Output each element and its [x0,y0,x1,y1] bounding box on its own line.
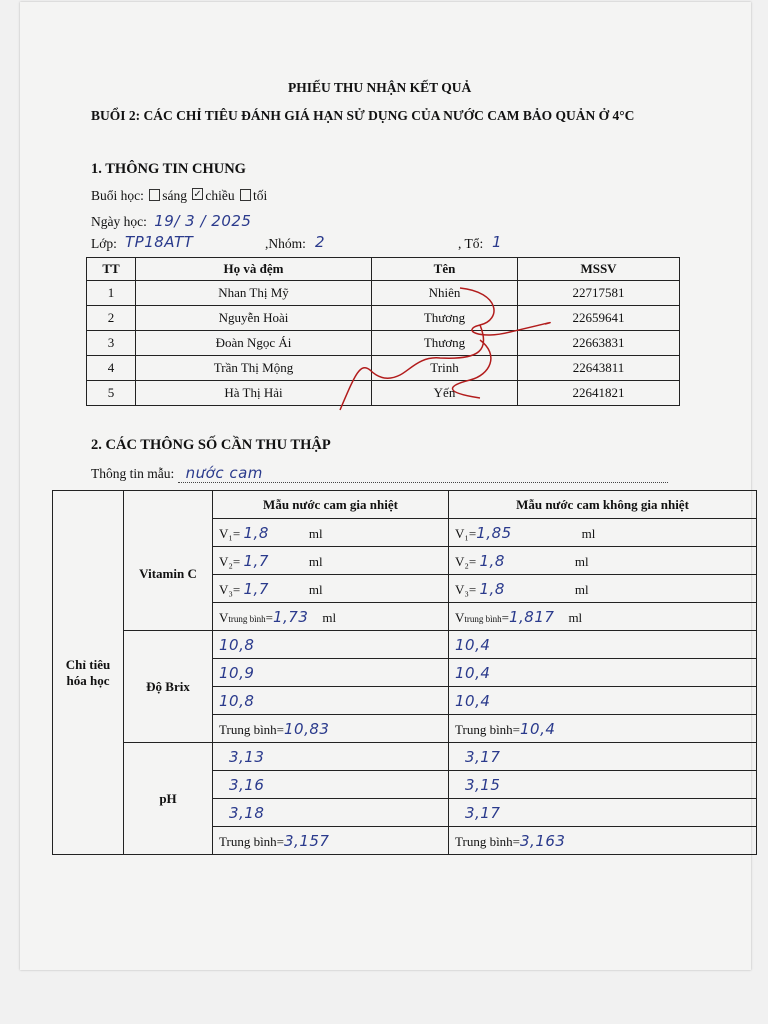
brix-heated-1 [213,631,449,659]
avg-label: Trung bình= [455,833,521,849]
ph-unheated-2 [449,771,757,799]
unit: ml [581,525,596,541]
value: 3,16 [229,775,265,794]
cell-ho-dem: Hà Thị Hải [136,381,372,406]
cell-ten: Thương [372,306,518,331]
unit: ml [308,581,323,597]
header-heated: Mẫu nước cam gia nhiệt [213,491,449,519]
cell-mssv: 22641821 [518,381,680,406]
unit: ml [308,525,323,541]
session-checkbox-morning [149,189,160,201]
value: 3,157 [284,831,330,850]
value: 3,17 [465,803,501,822]
session-line [91,188,267,204]
brix-heated-2 [213,659,449,687]
value: 1,817 [508,607,555,626]
ph-unheated-avg [449,827,757,855]
vavg-label: V [219,609,229,625]
session-option-morning: sáng [162,188,187,203]
table-row [53,631,757,659]
brix-unheated-3 [449,687,757,715]
unit: ml [574,581,589,597]
cell-ho-dem: Trần Thị Mộng [136,356,372,381]
value: 10,4 [455,663,491,682]
session-label: Buổi học: [91,188,144,203]
sample-line [91,464,668,483]
brix-unheated-2 [449,659,757,687]
cell-tt: 4 [87,356,136,381]
ph-heated-1 [213,743,449,771]
cell-tt: 3 [87,331,136,356]
avg-label: Trung bình= [219,833,285,849]
team-value: 1 [492,233,503,251]
value: 3,15 [465,775,501,794]
team-label: , Tổ: [458,236,484,251]
v3-label: V₃= [455,581,477,597]
value: 1,7 [243,551,269,570]
date-value: 19/ 3 / 2025 [154,212,252,230]
cell-tt: 5 [87,381,136,406]
value: 1,8 [479,579,505,598]
vitamin-unheated-v2 [449,547,757,575]
vavg-sub: trung bình [464,613,502,624]
sample-field [178,464,668,483]
group-label-cell: Chỉ tiêu hóa học [53,491,124,855]
value: 10,8 [219,691,255,710]
group-value: 2 [315,233,326,251]
vavg-label: V [455,609,465,625]
empty-header-cell [124,491,213,519]
session-checkbox-evening [240,189,251,201]
value: 1,7 [243,579,269,598]
ph-label: pH [124,743,213,855]
table-row [53,743,757,771]
v2-label: V₂= [219,553,241,569]
vavg-sub: trung bình [228,613,266,624]
ph-heated-avg [213,827,449,855]
date-line [91,212,251,230]
cell-ho-dem: Nguyễn Hoài [136,306,372,331]
cell-ten: Trinh [372,356,518,381]
vitamin-heated-v1 [213,519,449,547]
cell-ho-dem: Nhan Thị Mỹ [136,281,372,306]
ph-heated-3 [213,799,449,827]
value: 3,13 [229,747,265,766]
session-checkbox-afternoon [192,188,203,200]
cell-ho-dem: Đoàn Ngọc Ái [136,331,372,356]
value: 10,4 [455,691,491,710]
value: 1,85 [476,523,512,542]
ph-unheated-3 [449,799,757,827]
vitamin-unheated-v3 [449,575,757,603]
ph-unheated-1 [449,743,757,771]
brix-label: Độ Brix [124,631,213,743]
header-ten: Tên [372,258,518,281]
header-mssv: MSSV [518,258,680,281]
header-unheated: Mẫu nước cam không gia nhiệt [449,491,757,519]
cell-ten: Nhiên [372,281,518,306]
value: 3,163 [520,831,566,850]
cell-ten: Yến [372,381,518,406]
vitamin-c-label: Vitamin C [124,519,213,631]
vitamin-unheated-v1 [449,519,757,547]
v2-label: V₂= [455,553,477,569]
unit: ml [574,553,589,569]
brix-heated-3 [213,687,449,715]
unit: ml [322,609,337,625]
v3-label: V₃= [219,581,241,597]
class-value: TP18ATT [125,233,194,251]
value: 10,4 [455,635,491,654]
sample-value: nước cam [185,464,263,482]
cell-tt: 1 [87,281,136,306]
value: 10,4 [520,719,556,738]
brix-unheated-avg [449,715,757,743]
value: 10,8 [219,635,255,654]
cell-mssv: 22659641 [518,306,680,331]
v1-label: V₁= [455,525,477,541]
vitamin-heated-avg: Vtrung bình=1,73 ml [213,603,449,631]
brix-heated-avg [213,715,449,743]
session-option-afternoon: chiều [205,188,235,203]
date-label: Ngày học: [91,214,147,229]
value: 1,73 [272,607,309,626]
header-ho-dem: Họ và đệm [136,258,372,281]
cell-tt: 2 [87,306,136,331]
vitamin-heated-v3 [213,575,449,603]
ph-heated-2 [213,771,449,799]
document-title: PHIẾU THU NHẬN KẾT QUẢ [288,80,472,95]
signature-scribble [330,280,560,420]
table-row [53,519,757,547]
value: 3,18 [229,803,265,822]
unit: ml [308,553,323,569]
value: 3,17 [465,747,501,766]
group-label: ,Nhóm: [265,236,306,251]
unit: ml [568,609,583,625]
document-subtitle: BUỔI 2: CÁC CHỈ TIÊU ĐÁNH GIÁ HẠN SỬ DỤNG CỦA NƯỚC CAM BẢO QUẢN Ở 4°C [91,108,635,123]
v1-label: V₁= [219,525,241,541]
vitamin-heated-v2 [213,547,449,575]
header-tt: TT [87,258,136,281]
cell-mssv: 22663831 [518,331,680,356]
brix-unheated-1 [449,631,757,659]
avg-label: Trung bình= [455,721,521,737]
avg-label: Trung bình= [219,721,285,737]
value: 1,8 [479,551,505,570]
cell-mssv: 22643811 [518,356,680,381]
cell-ten: Thương [372,331,518,356]
value: 10,83 [284,719,330,738]
sample-label: Thông tin mẫu: [91,466,175,481]
section1-heading: 1. THÔNG TIN CHUNG [91,161,246,177]
vitamin-unheated-avg: Vtrung bình=1,817 ml [449,603,757,631]
section2-heading: 2. CÁC THÔNG SỐ CẦN THU THẬP [91,437,331,453]
chemical-table [52,490,757,855]
value: 10,9 [219,663,255,682]
cell-mssv: 22717581 [518,281,680,306]
table-header-row [87,258,680,281]
session-option-evening: tối [253,188,268,203]
class-label: Lớp: [91,236,117,251]
value: 1,8 [243,523,269,542]
table-header-row [53,491,757,519]
